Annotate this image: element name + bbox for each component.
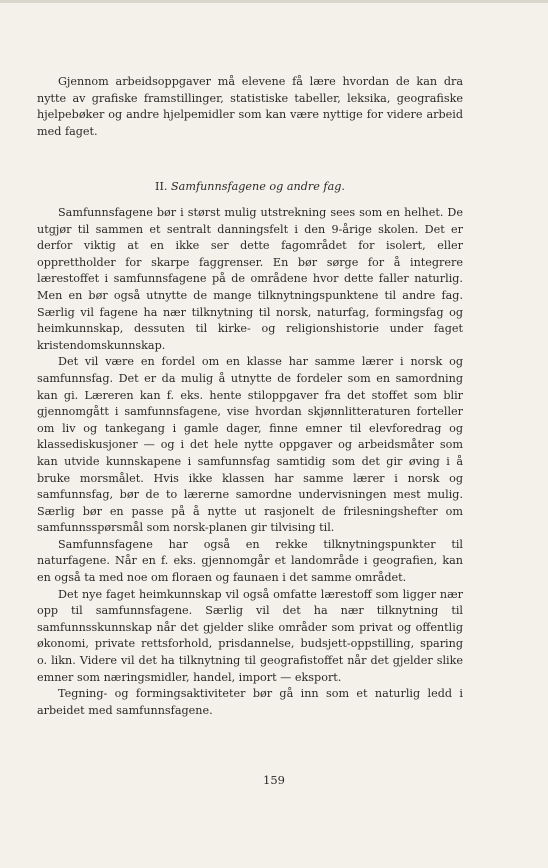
intro-paragraph: Gjennom arbeidsoppgaver må elevene få lære hvordan de kan dra nytte av grafiske framstillinger, statistiske tabeller, leksika, geografiske hjelpebøker og andre hjelpemidler som kan være nyttige for videre arbeid med faget. [37, 75, 463, 138]
body-paragraph: Det nye faget heimkunnskap vil også omfatte lærestoff som ligger nær opp til samfunnsfagene. Særlig vil det ha nær tilknytning til samfunnsskunnskap når det gjelder slike områder som privat og offentlig økonomi, private rettsforhold, prisdannelse, budsjett-oppstilling, sparing o. likn. Videre vil det ha tilknytning til geografistoffet når det gjelder slike emner som næringsmidler, handel, import — eksport. [37, 587, 463, 684]
body-paragraph: Det vil være en fordel om en klasse har samme lærer i norsk og samfunnsfag. Det er da mulig å utnytte de fordeler som en samordning kan gi. Læreren kan f. eks. hente stiloppgaver fra det stoffet som blir gjennomgått i samfunnsfagene, vise hvordan skjønnlitteraturen forteller om liv og tankegang i gamle dager, finne emner til elevforedrag og klassediskusjoner — og i det hele nytte oppgaver og arbeidsmåter som kan utvide kunnskapene i samfunnsfag samtidig som det gir øving i å bruke morsmålet. Hvis ikke klassen har samme lærer i norsk og samfunnsfag, bør de to lærerne samordne undervisningen mest mulig. Særlig bør en passe på å nytte ut rasjonelt de frilesningshefter om samfunnsspørsmål som norsk-planen gir tilvising til. [37, 355, 463, 535]
page-top-edge [0, 0, 548, 3]
intro-text [37, 74, 463, 140]
section-number: II. [155, 180, 168, 193]
body-paragraph: Samfunnsfagene har også en rekke tilknytningspunkter til naturfagene. Når en f. eks. gjennomgår et landområde i geografien, kan en også ta med noe om floraen og faunaen i det samme området. [37, 537, 463, 585]
section-heading [37, 180, 463, 193]
section-title: Samfunnsfagene og andre fag. [171, 180, 345, 193]
body-paragraph: Tegning- og formingsaktiviteter bør gå inn som et naturlig ledd i arbeidet med samfunnsfagene. [37, 687, 463, 717]
body-paragraph: Samfunnsfagene bør i størst mulig utstrekning sees som en helhet. De utgjør til sammen et sentralt danningsfelt i den 9-årige skolen. Det er derfor viktig at en ikke ser dette fagområdet for isolert, eller opprettholder for skarpe faggrenser. En bør sørge for å integrere lærestoffet i samfunnsfagene på de områdene hvor dette faller naturlig. Men en bør også utnytte de mange tilknytningspunktene til andre fag. Særlig vil fagene ha nær tilknytning til norsk, naturfag, formingsfag og heimkunnskap, dessuten til kirke- og religionshistorie under faget kristendomskunnskap. [37, 206, 463, 352]
page-number: 159 [263, 773, 285, 787]
section-body [37, 205, 463, 719]
